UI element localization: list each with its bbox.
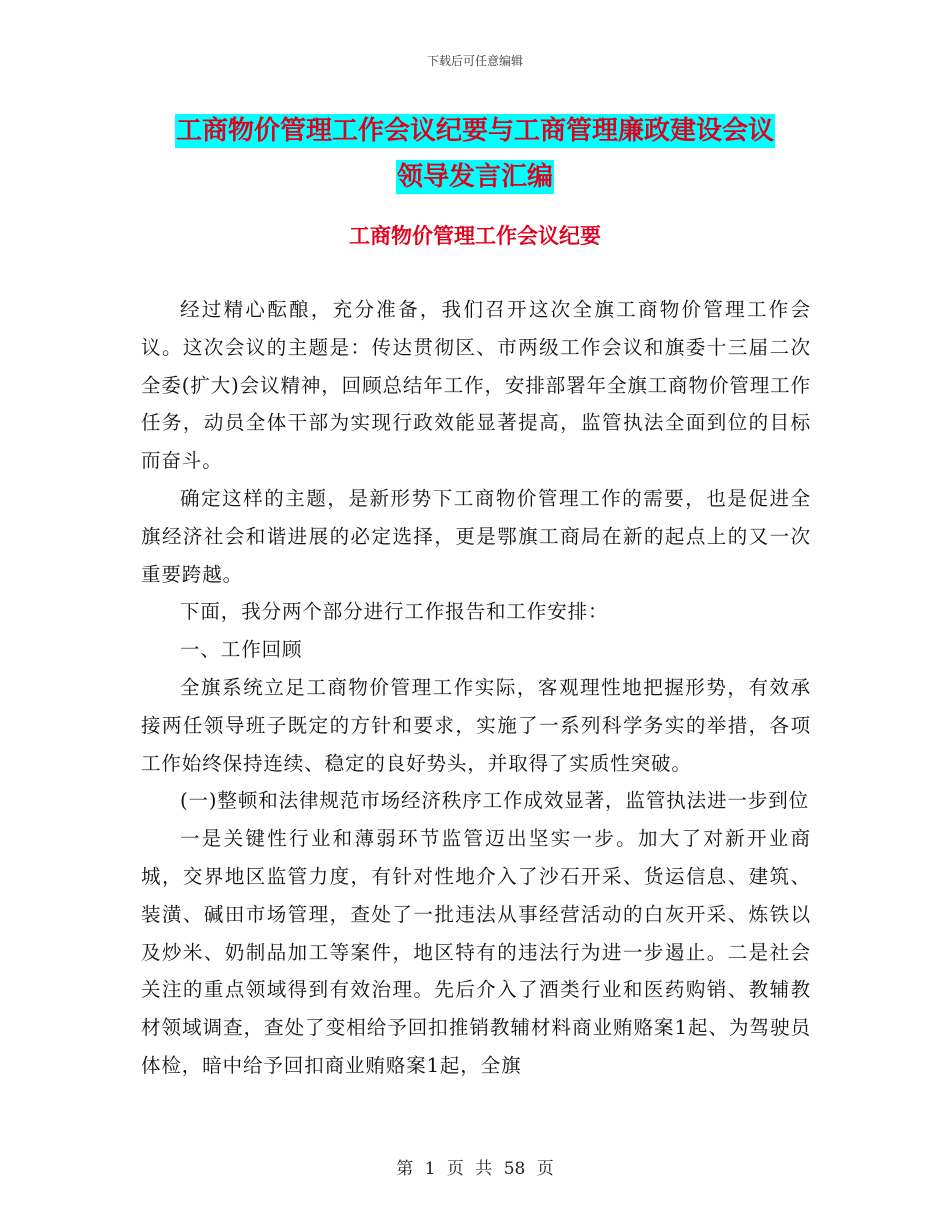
paragraph: 经过精心酝酿，充分准备，我们召开这次全旗工商物价管理工作会议。这次会议的主题是：传达贯彻区、市两级工作会议和旗委十三届二次全委(扩大)会议精神，回顾总结年工作，安排部署年全旗工商物价管理工作任务，动员全体干部为实现行政效能显著提高，监管执法全面到位的目标而奋斗。 [141, 298, 811, 473]
subsection-heading: (一)整顿和法律规范市场经济秩序工作成效显著，监管执法进一步到位 [180, 789, 810, 813]
paragraph: 确定这样的主题，是新形势下工商物价管理工作的需要，也是促进全旗经济社会和谐进展的必定选择，更是鄂旗工商局在新的起点上的又一次重要跨越。 [141, 486, 811, 586]
section-heading: 一、工作回顾 [180, 638, 303, 662]
page-header-note: 下载后可任意编辑 [426, 54, 523, 68]
document-title-line-1: 工商物价管理工作会议纪要与工商管理廉政建设会议 [175, 116, 774, 146]
paragraph: 下面，我分两个部分进行工作报告和工作安排： [180, 600, 609, 624]
section-title: 工商物价管理工作会议纪要 [349, 224, 601, 248]
paragraph: 一是关键性行业和薄弱环节监管迈出坚实一步。加大了对新开业商城，交界地区监管力度，有针对性地介入了沙石开采、货运信息、建筑、装潢、碱田市场管理，查处了一批违法从事经营活动的白灰开采、炼铁以及炒米、奶制品加工等案件，地区特有的违法行为进一步遏止。二是社会关注的重点领域得到有效治理。先后介入了酒类行业和医药购销、教辅教材领域调查，查处了变相给予回扣推销教辅材料商业贿赂案1起、为驾驶员体检，暗中给予回扣商业贿赂案1起，全旗 [141, 827, 811, 1077]
page-number-footer: 第 1 页 共 58 页 [396, 1159, 554, 1179]
document-body [141, 291, 811, 1085]
document-title [140, 108, 810, 200]
paragraph: 全旗系统立足工商物价管理工作实际，客观理性地把握形势，有效承接两任领导班子既定的方针和要求，实施了一系列科学务实的举措，各项工作始终保持连续、稳定的良好势头，并取得了实质性突破。 [141, 675, 811, 775]
document-title-line-2: 领导发言汇编 [396, 162, 553, 192]
